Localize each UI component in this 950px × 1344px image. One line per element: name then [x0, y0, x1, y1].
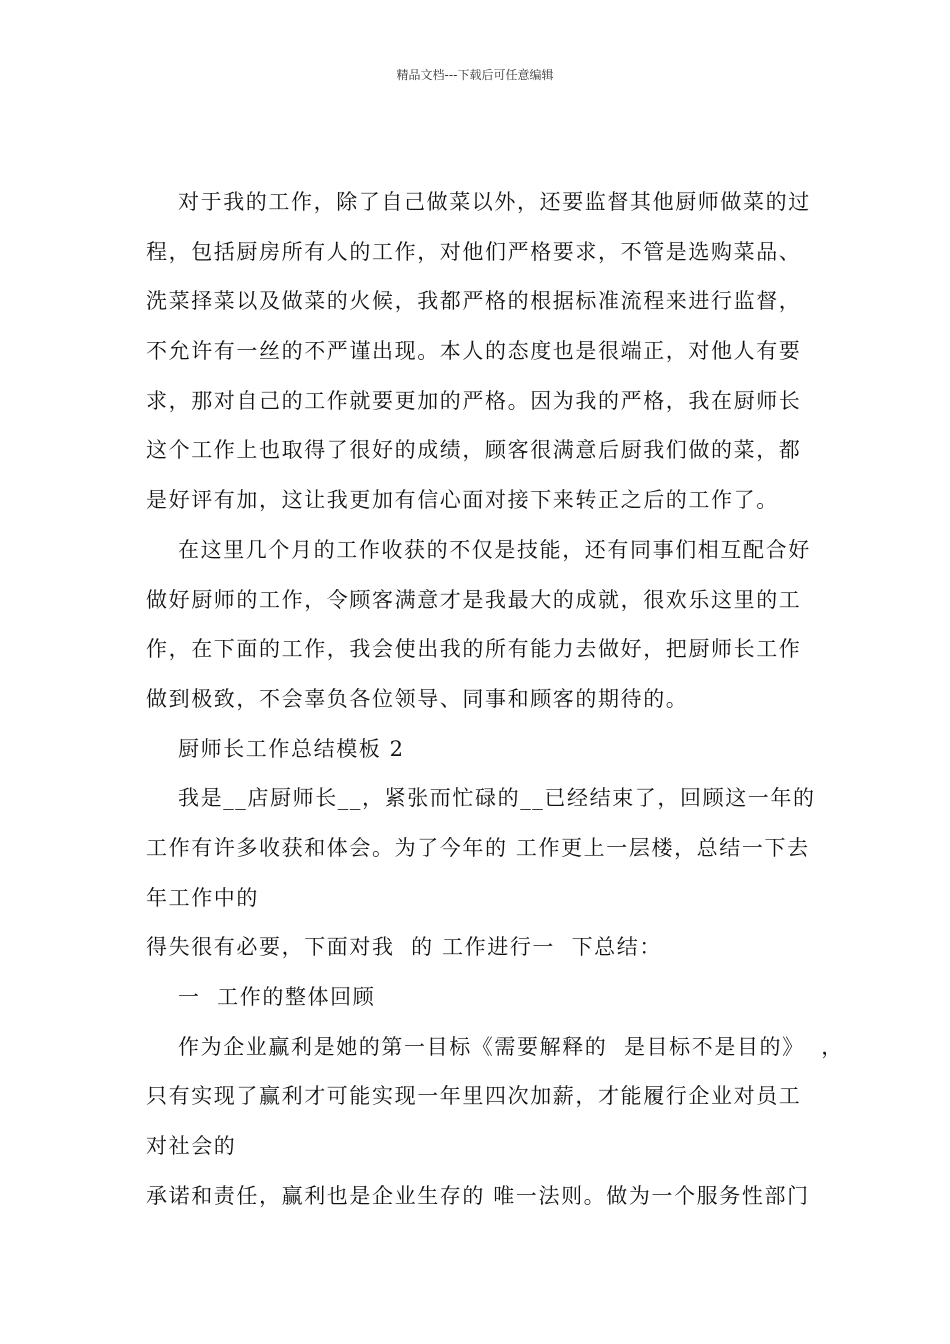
- text-line: 厨师长工作总结模板 2: [178, 736, 405, 761]
- text-line: 只有实现了赢利才可能实现一年里四次加薪，才能履行企业对员工: [146, 1084, 802, 1109]
- text-line: 工作有许多收获和体会。为了今年的 工作更上一层楼，总结一下去: [146, 835, 810, 860]
- text-line: 得失很有必要，下面对我 的 工作进行一 下总结：: [146, 935, 662, 960]
- text-line: 在这里几个月的工作收获的不仅是技能，还有同事们相互配合好: [178, 537, 811, 562]
- text-line: 做到极致，不会辜负各位领导、同事和顾客的期待的。: [146, 686, 689, 711]
- text-line: 不允许有一丝的不严谨出现。本人的态度也是很端正，对他人有要: [146, 339, 802, 364]
- text-line: 这个工作上也取得了很好的成绩，顾客很满意后厨我们做的菜，都: [146, 438, 802, 463]
- page-header: 精品文档---下载后可任意编辑: [396, 68, 554, 82]
- text-line: 一 工作的整体回顾: [178, 985, 376, 1009]
- text-line: 是好评有加，这让我更加有信心面对接下来转正之后的工作了。: [146, 488, 779, 513]
- text-line: 作为企业赢利是她的第一目标《需要解释的 是目标不是目的》 ，: [178, 1034, 844, 1059]
- text-line: 做好厨师的工作，令顾客满意才是我最大的成就，很欢乐这里的工: [146, 587, 802, 612]
- text-line: 年工作中的: [146, 885, 259, 910]
- text-line: 求，那对自己的工作就要更加的严格。因为我的严格，我在厨师长: [146, 388, 802, 413]
- text-line: 我是__店厨师长__，紧张而忙碌的__已经结束了，回顾这一年的: [178, 786, 816, 811]
- text-line: 对社会的: [146, 1134, 237, 1159]
- text-line: 洗菜择菜以及做菜的火候，我都严格的根据标准流程来进行监督，: [146, 289, 802, 314]
- text-line: 承诺和责任，赢利也是企业生存的 唯一法则。做为一个服务性部门: [146, 1183, 810, 1208]
- text-line: 作，在下面的工作，我会使出我的所有能力去做好，把厨师长工作: [146, 637, 802, 662]
- text-line: 程，包括厨房所有人的工作，对他们严格要求，不管是选购菜品、: [146, 239, 802, 264]
- document-body: [146, 178, 844, 1221]
- text-line: 对于我的工作，除了自己做菜以外，还要监督其他厨师做菜的过: [178, 190, 811, 214]
